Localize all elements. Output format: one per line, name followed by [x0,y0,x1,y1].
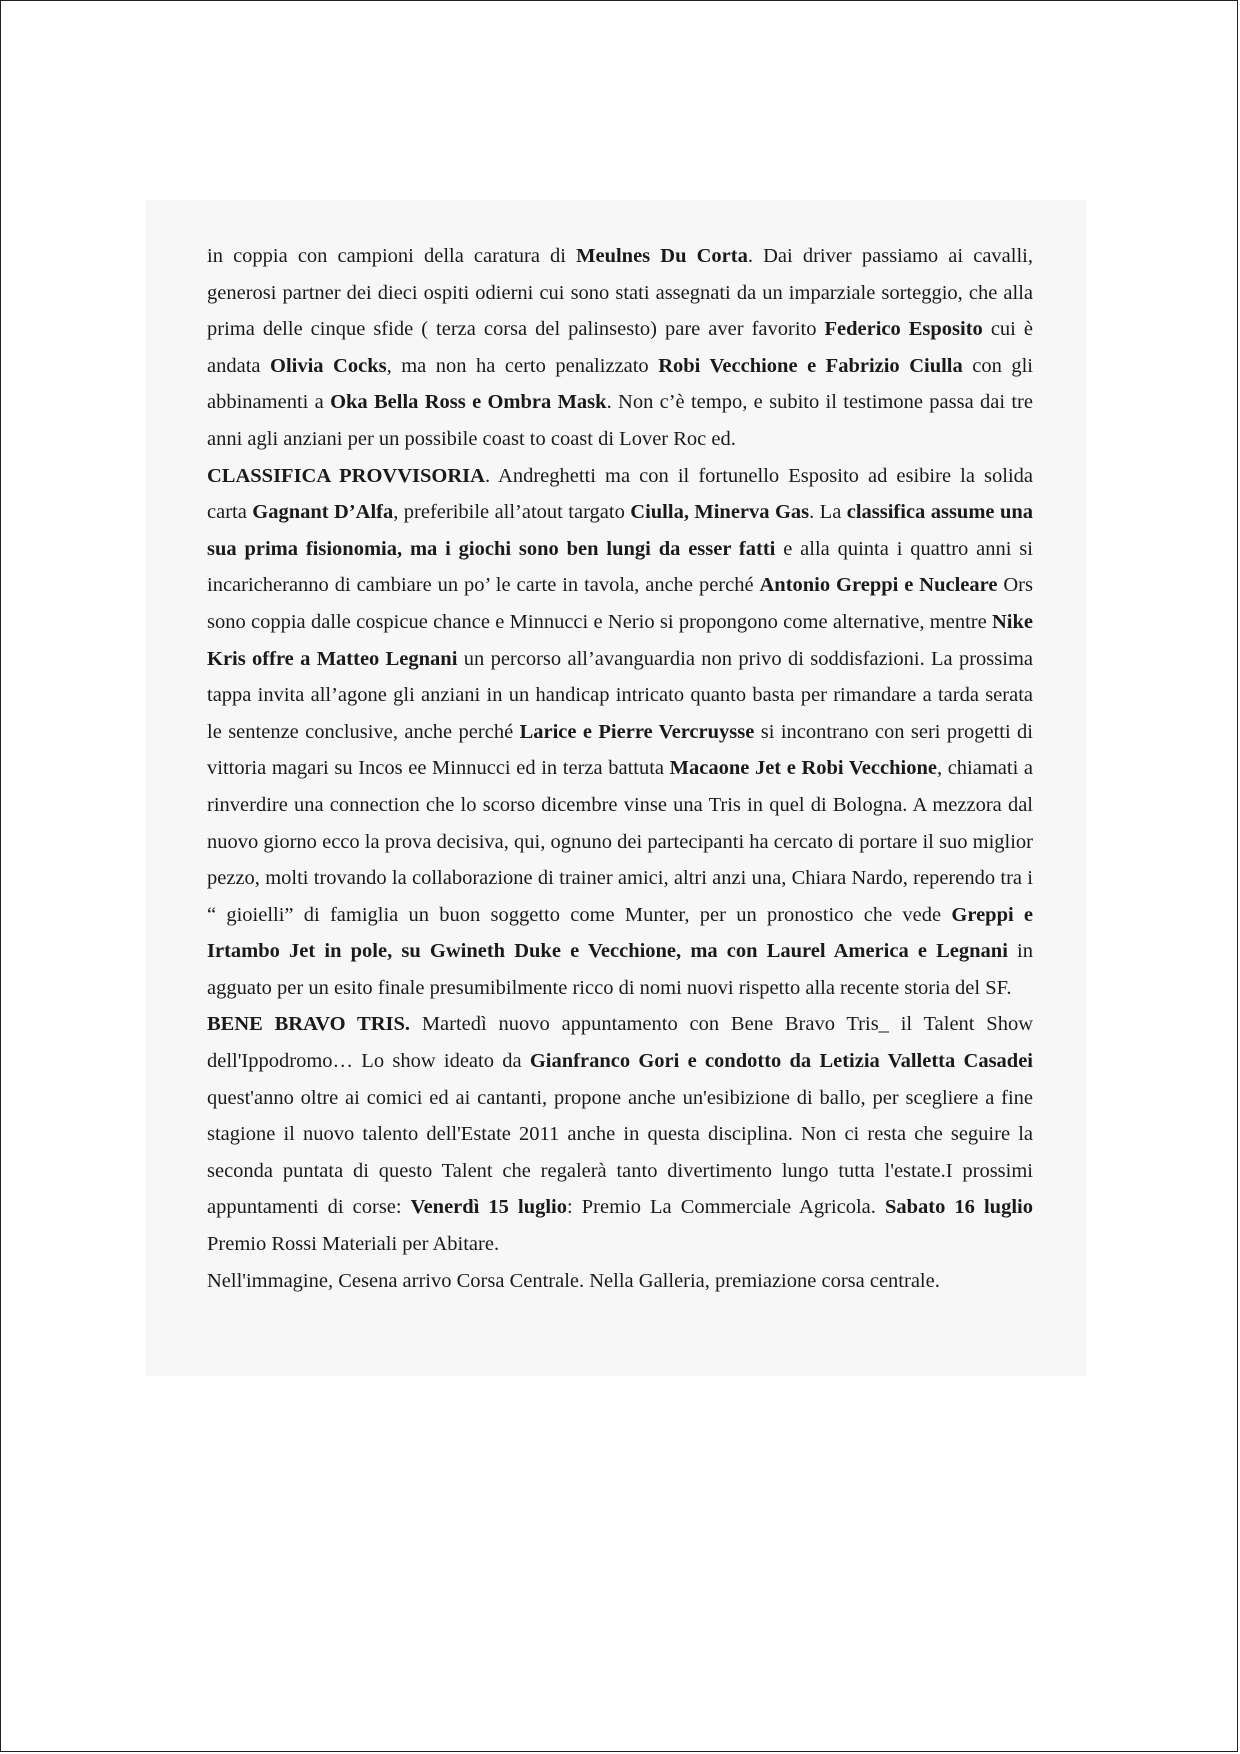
prediction-text: Greppi e Irtambo Jet in pole, su Gwineth Duke e Vecchione, ma con Laurel America e Legnani [207,903,1034,963]
emphasis-text: classifica assume una sua prima fisionomia, ma i giochi sono ben lungi da esser fatti [207,501,1033,560]
show-hosts: Gianfranco Gori e condotto da Letizia Valletta Casadei [529,1050,1033,1073]
horse-names: Oka Bella Ross e Ombra Mask [330,391,607,414]
driver-horse: Antonio Greppi e Nucleare [759,574,998,597]
paragraph-image-caption: Nell'immagine, Cesena arrivo Corsa Centrale. Nella Galleria, premiazione corsa centrale. [207,1269,940,1292]
driver-names: Robi Vecchione e Fabrizio Ciulla [658,354,963,377]
section-heading: BENE BRAVO TRIS. [207,1013,411,1036]
paragraph-race-intro: in coppia con campioni della caratura di Meulnes Du Corta. Dai driver passiamo ai cavalli, generosi partner dei dieci ospiti odierni cui sono stati assegnati da un imparziale sorteggio, che alla prima delle cinque sfide ( terza corsa del palinsesto) pare aver favorito Federico Esposito cui è andata Olivia Cocks, ma non ha certo penalizzato Robi Vecchione e Fabrizio Ciulla con gli abbinamenti a Oka Bella Ross e Ombra Mask. Non c’è tempo, e subito il testimone passa dai tre anni agli anziani per un possibile coast to coast di Lover Roc ed. [207,245,1033,450]
horse-name: Olivia Cocks [270,354,387,377]
driver-name: Federico Esposito [824,318,983,341]
event-date: Venerdì 15 luglio [410,1196,567,1219]
horse-driver: Macaone Jet e Robi Vecchione [669,757,937,780]
horse-driver: Larice e Pierre Vercruysse [519,720,755,743]
driver-horse: Ciulla, Minerva Gas [630,501,810,524]
paragraph-classifica: CLASSIFICA PROVVISORIA. Andreghetti ma con il fortunello Esposito ad esibire la solida carta Gagnant D’Alfa, preferibile all’atout targato Ciulla, Minerva Gas. La classifica assume una sua prima fisionomia, ma i giochi sono ben lungi da esser fatti e alla quinta i quattro anni si incaricheranno di cambiare un po’ le carte in tavola, anche perché Antonio Greppi e Nucleare Ors sono coppia dalle cospicue chance e Minnucci e Nerio si propongono come alternative, mentre Nike Kris offre a Matteo Legnani un percorso all’avanguardia non privo di soddisfazioni. La prossima tappa invita all’agone gli anziani in un handicap intricato quanto basta per rimandare a tarda serata le sentenze conclusive, anche perché Larice e Pierre Vercruysse si incontrano con seri progetti di vittoria magari su Incos ee Minnucci ed in terza battuta Macaone Jet e Robi Vecchione, chiamati a rinverdire una connection che lo scorso dicembre vinse una Tris in quel di Bologna. A mezzora dal nuovo giorno ecco la prova decisiva, qui, ognuno dei partecipanti ha cercato di portare il suo miglior pezzo, molti trovando la collaborazione di trainer amici, altri anzi una, Chiara Nardo, reperendo tra i “ gioielli” di famiglia un buon soggetto come Munter, per un pronostico che vede Greppi e Irtambo Jet in pole, su Gwineth Duke e Vecchione, ma con Laurel America e Legnani in agguato per un esito finale presumibilmente ricco di nomi nuovi rispetto alla recente storia del SF. [207,464,1034,999]
horse-name: Gagnant D’Alfa [252,501,394,524]
paragraph-bene-bravo: BENE BRAVO TRIS. Martedì nuovo appuntamento con Bene Bravo Tris_ il Talent Show dell'Ippodromo… Lo show ideato da Gianfranco Gori e condotto da Letizia Valletta Casadei quest'anno oltre ai comici ed ai cantanti, propone anche un'esibizione di ballo, per scegliere a fine stagione il nuovo talento dell'Estate 2011 anche in questa disciplina. Non ci resta che seguire la seconda puntata di questo Talent che regalerà tanto divertimento lungo tutta l'estate.I prossimi appuntamenti di corse: Venerdì 15 luglio: Premio La Commerciale Agricola. Sabato 16 luglio Premio Rossi Materiali per Abitare. [207,1013,1033,1256]
horse-driver: Nike Kris offre a Matteo Legnani [207,610,1033,670]
article-text [207,238,1033,1299]
section-heading: CLASSIFICA PROVVISORIA [207,464,485,487]
horse-name: Meulnes Du Corta [576,245,748,267]
event-date: Sabato 16 luglio [884,1196,1033,1219]
